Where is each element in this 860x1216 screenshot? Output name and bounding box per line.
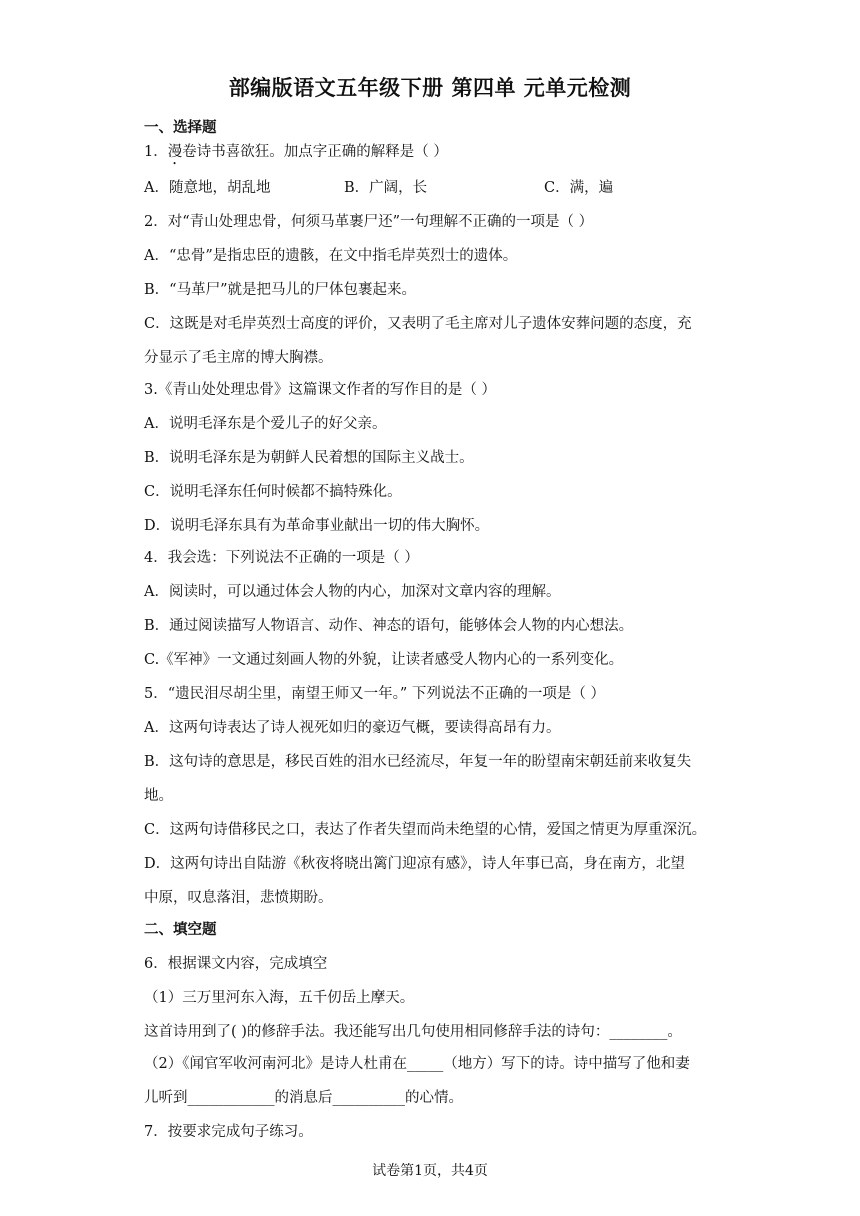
question-text: 卷诗书喜欲狂。加点字正确的解释是（ ）: [182, 144, 448, 160]
question-4-option-b: B．通过阅读描写人物语言、动作、神态的语句，能够体会人物的内心想法。: [144, 618, 634, 634]
page-title: 部编版语文五年级下册 第四单 元单元检测: [228, 76, 632, 100]
question-3-option-d: D．说明毛泽东具有为革命事业献出一切的伟大胸怀。: [144, 518, 490, 534]
question-5-option-d-cont: 中原，叹息落泪，悲愤期盼。: [144, 890, 333, 906]
emphasized-char: 漫: [167, 144, 183, 160]
page-footer: 试卷第1页，共4页: [372, 1163, 488, 1179]
question-number: 1．: [144, 144, 168, 160]
question-5-stem: 5．“遗民泪尽胡尘里，南望王师又一年。” 下列说法不正确的一项是（ ）: [144, 686, 606, 702]
question-6-part-2: （2）《闻官军收河南河北》是诗人杜甫在_____（地方）写下的诗。诗中描写了他和妻: [144, 1056, 690, 1072]
question-4-stem: 4．我会选：下列说法不正确的一项是（ ）: [144, 550, 419, 566]
question-1-stem: [144, 140, 744, 168]
question-4-option-a: A．阅读时，可以通过体会人物的内心，加深对文章内容的理解。: [144, 584, 561, 600]
question-4-option-c: C.《军神》一文通过刻画人物的外貌，让读者感受人物内心的一系列变化。: [144, 652, 624, 668]
question-5-option-b-cont: 地。: [144, 788, 173, 804]
option-b: B．广阔，长: [344, 180, 428, 196]
question-3-option-a: A．说明毛泽东是个爱儿子的好父亲。: [144, 416, 387, 432]
question-6-stem: 6．根据课文内容，完成填空: [144, 956, 328, 972]
question-2-option-c-cont: 分显示了毛主席的博大胸襟。: [144, 350, 333, 366]
question-6-part-1: （1）三万里河东入海，五千仞岳上摩天。: [144, 990, 415, 1006]
section-heading-fill: 二、填空题: [144, 922, 217, 938]
question-6-part-1-blank: 这首诗用到了( )的修辞手法。我还能写出几句使用相同修辞手法的诗句：________。: [144, 1024, 682, 1040]
question-2-option-c: C．这既是对毛岸英烈士高度的评价，又表明了毛主席对儿子遗体安葬问题的态度，充: [144, 316, 692, 332]
question-2-stem: 2．对“青山处理忠骨，何须马革裹尸还”一句理解不正确的一项是（ ）: [144, 214, 594, 230]
question-5-option-a: A．这两句诗表达了诗人视死如归的豪迈气概，要读得高昂有力。: [144, 720, 561, 736]
option-a: A．随意地，胡乱地: [144, 180, 271, 196]
section-heading-choice: 一、选择题: [144, 120, 217, 136]
question-3-option-c: C．说明毛泽东任何时候都不搞特殊化。: [144, 484, 402, 500]
question-2-option-b: B．“马革尸”就是把马儿的尸体包裹起来。: [144, 282, 416, 298]
option-c: C．满，遍: [544, 180, 614, 196]
question-2-option-a: A．“忠骨”是指忠臣的遗骸，在文中指毛岸英烈士的遗体。: [144, 248, 518, 264]
question-1-options: [144, 176, 744, 197]
question-5-option-d: D．这两句诗出自陆游《秋夜将晓出篱门迎凉有感》，诗人年事已高，身在南方，北望: [144, 856, 685, 872]
question-3-option-b: B．说明毛泽东是为朝鲜人民着想的国际主义战士。: [144, 450, 474, 466]
question-5-option-b: B．这句诗的意思是，移民百姓的泪水已经流尽，年复一年的盼望南宋朝廷前来收复失: [144, 754, 692, 770]
question-3-stem: 3.《青山处处理忠骨》这篇课文作者的写作目的是（ ）: [144, 382, 496, 398]
question-5-option-c: C．这两句诗借移民之口，表达了作者失望而尚未绝望的心情，爱国之情更为厚重深沉。: [144, 822, 707, 838]
question-7-stem: 7．按要求完成句子练习。: [144, 1124, 313, 1140]
question-6-part-2-cont: 儿听到____________的消息后__________的心情。: [144, 1090, 463, 1106]
